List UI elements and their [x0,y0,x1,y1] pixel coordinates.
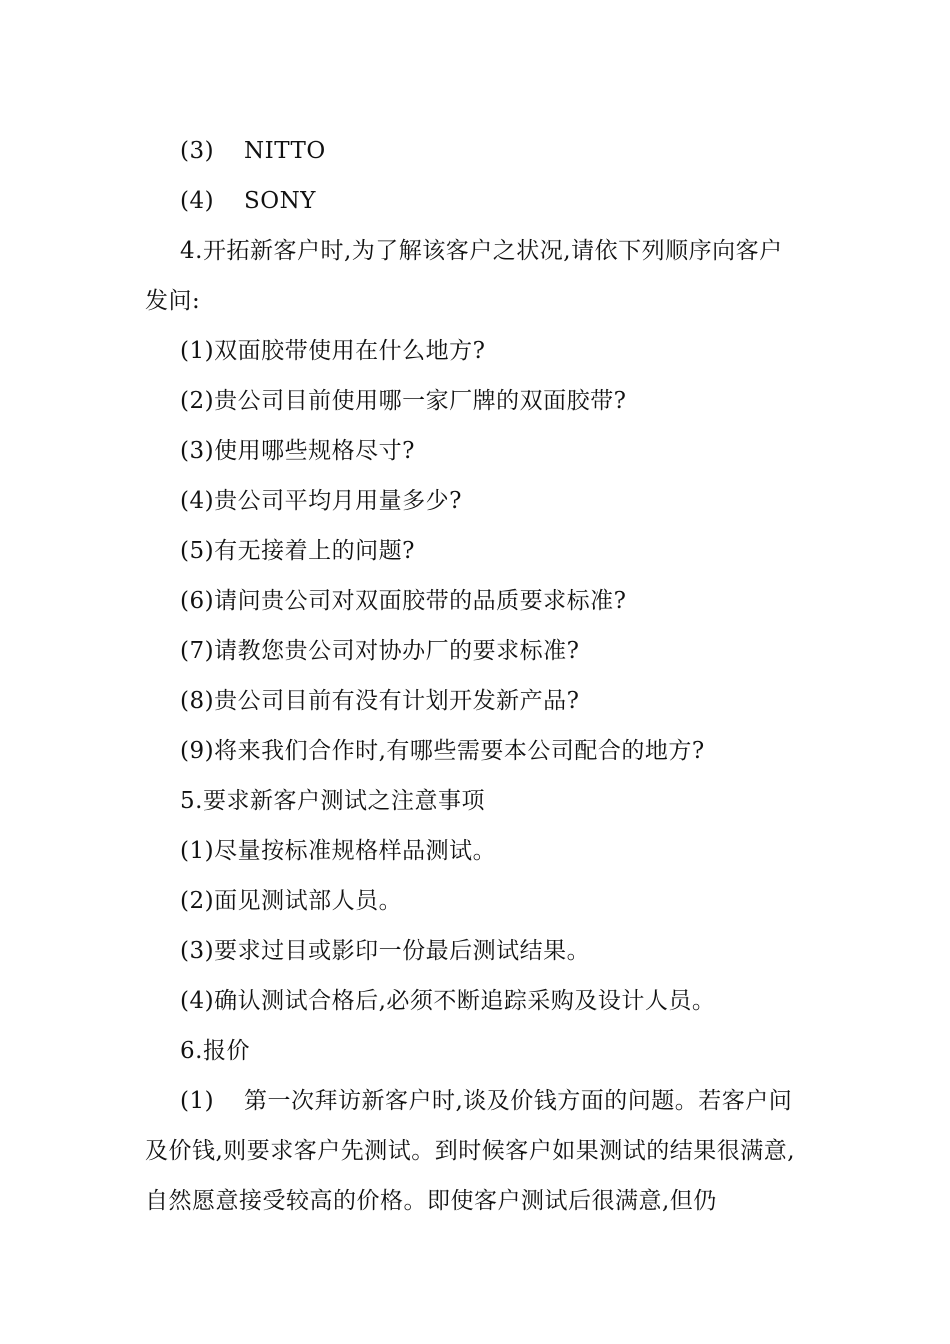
quote-paragraph-start [180,1086,792,1116]
paragraph-continuation: 及价钱,则要求客户先测试。到时候客户如果测试的结果很满意, [145,1138,796,1164]
question-item: (3)使用哪些规格尽寸? [180,438,415,464]
test-note-item: (2)面见测试部人员。 [180,888,403,914]
question-item: (2)贵公司目前使用哪一家厂牌的双面胶带? [180,388,627,414]
item-number: (1) [180,1088,215,1114]
item-number: (3) [180,138,215,164]
item-number: (4) [180,188,215,214]
paragraph-continuation: 自然愿意接受较高的价格。即使客户测试后很满意,但仍 [145,1188,717,1214]
item-text: NITTO [244,138,326,164]
item-text: SONY [244,188,316,214]
test-note-item: (3)要求过目或影印一份最后测试结果。 [180,938,591,964]
section-heading-5: 5.要求新客户测试之注意事项 [180,788,485,814]
question-item: (7)请教您贵公司对协办厂的要求标准? [180,638,580,664]
question-item: (9)将来我们合作时,有哪些需要本公司配合的地方? [180,738,705,764]
question-item: (8)贵公司目前有没有计划开发新产品? [180,688,580,714]
question-item: (5)有无接着上的问题? [180,538,415,564]
test-note-item: (1)尽量按标准规格样品测试。 [180,838,497,864]
paragraph-continuation: 发问: [145,288,201,314]
test-note-item: (4)确认测试合格后,必须不断追踪采购及设计人员。 [180,988,716,1014]
question-item: (1)双面胶带使用在什么地方? [180,338,486,364]
question-item: (4)贵公司平均月用量多少? [180,488,462,514]
list-item [180,136,326,166]
list-item [180,186,316,216]
section-heading-6: 6.报价 [180,1038,250,1064]
section-heading-4: 4.开拓新客户时,为了解该客户之状况,请依下列顺序向客户 [180,238,783,264]
item-text: 第一次拜访新客户时,谈及价钱方面的问题。若客户问 [244,1088,793,1114]
question-item: (6)请问贵公司对双面胶带的品质要求标准? [180,588,627,614]
